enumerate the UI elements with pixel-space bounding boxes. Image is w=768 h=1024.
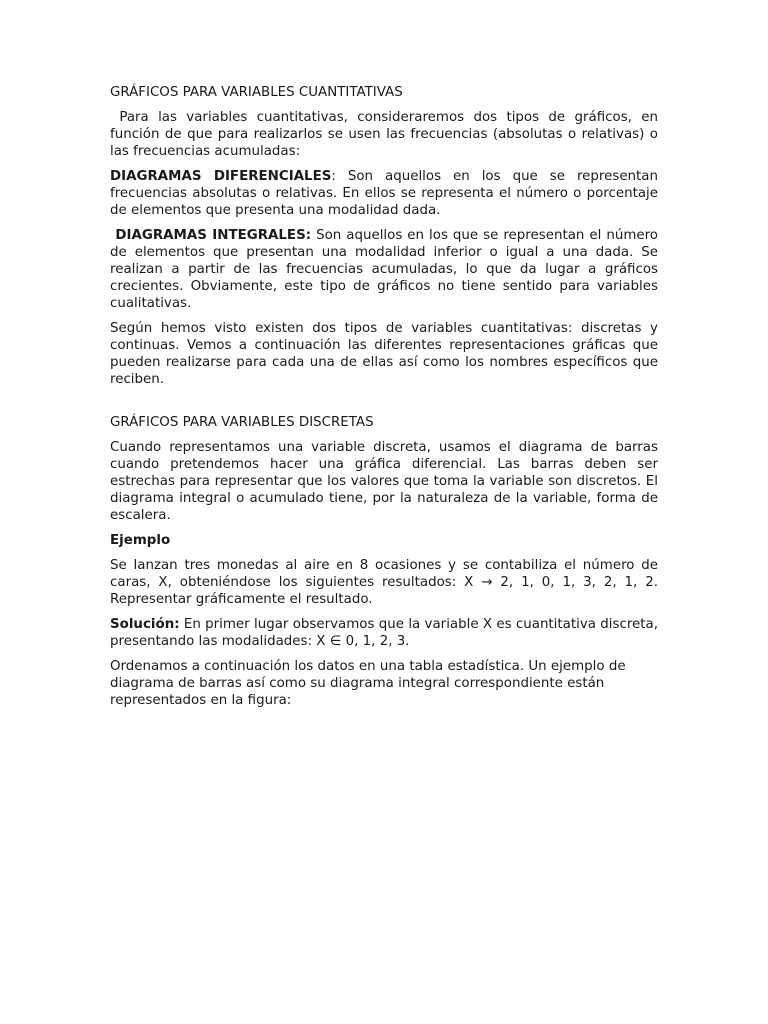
- solucion-label: Solución:: [110, 617, 180, 632]
- paragraph-intro-cuantitativas: [110, 109, 663, 160]
- document-page: [110, 84, 663, 717]
- paragraph-solucion: [110, 616, 663, 650]
- solucion-text: En primer lugar observamos que la variable X es cuantitativa discreta, presentando las modalidades: X ∈ 0, 1, 2, 3.: [110, 617, 663, 649]
- paragraph-intro-discretas: Cuando representamos una variable discreta, usamos el diagrama de barras cuando pretendemos hacer una gráfica diferencial. Las barras deben ser estrechas para representar que los valores que toma la variable son discretos. El diagrama integral o acumulado tiene, por la naturaleza de la variable, forma de escalera.: [110, 440, 658, 523]
- section-title-cuantitativas: GRÁFICOS PARA VARIABLES CUANTITATIVAS: [110, 85, 403, 100]
- intro-text: Para las variables cuantitativas, consideraremos dos tipos de gráficos, en función de que para realizarlos se usen las frecuencias (absolutas o relativas) o las frecuencias acumuladas:: [110, 110, 663, 159]
- paragraph-diagramas-diferenciales: [110, 168, 658, 219]
- paragraph-closing-cuantitativas: Según hemos visto existen dos tipos de variables cuantitativas: discretas y continuas. Vemos a continuación las diferentes representaciones gráficas que pueden realizarse para cada una de ellas así como los nombres específicos que reciben.: [110, 321, 658, 387]
- paragraph-diagramas-integrales: [110, 227, 663, 312]
- paragraph-ejemplo: Se lanzan tres monedas al aire en 8 ocasiones y se contabiliza el número de caras, X, obteniéndose los siguientes resultados: X → 2, 1, 0, 1, 3, 2, 1, 2. Representar gráficamente el resultado.: [110, 558, 658, 607]
- diferenciales-label: DIAGRAMAS DIFERENCIALES: [110, 169, 332, 184]
- integrales-text: Son aquellos en los que se representan el número de elementos que presentan una modalidad inferior o igual a una dada. Se realizan a partir de las frecuencias acumuladas, lo que da lugar a gráficos crecientes. Obviamente, este tipo de gráficos no tiene sentido para variables cualitativas.: [110, 228, 663, 311]
- section-title-discretas: GRÁFICOS PARA VARIABLES DISCRETAS: [110, 415, 374, 430]
- integrales-label: DIAGRAMAS INTEGRALES:: [110, 228, 312, 243]
- diferenciales-text: : Son aquellos en los que se representan frecuencias absolutas o relativas. En ellos se representa el número o porcentaje de elementos que presenta una modalidad dada.: [110, 169, 658, 218]
- ejemplo-heading: Ejemplo: [110, 533, 171, 548]
- paragraph-final: Ordenamos a continuación los datos en una tabla estadística. Un ejemplo de diagrama de barras así como su diagrama integral correspondiente están representados en la figura:: [110, 659, 626, 708]
